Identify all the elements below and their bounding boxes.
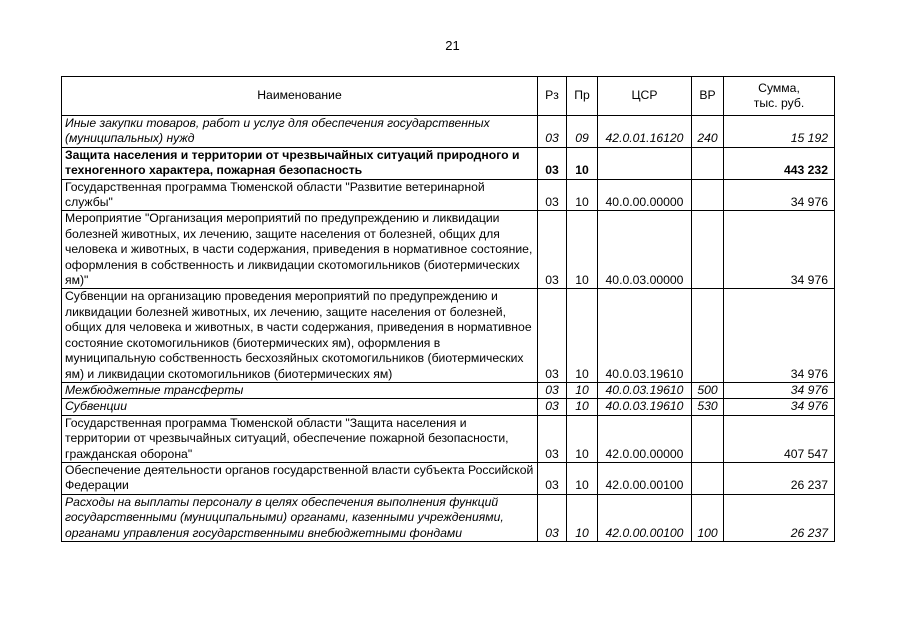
cell-pr: 10 <box>567 211 598 289</box>
header-sum-line2: тыс. руб. <box>753 96 805 110</box>
cell-sum: 15 192 <box>724 116 835 148</box>
cell-pr: 10 <box>567 462 598 494</box>
table-row <box>62 147 835 179</box>
cell-pr: 10 <box>567 399 598 415</box>
cell-sum: 26 237 <box>724 462 835 494</box>
table-row <box>62 179 835 211</box>
table-body <box>62 116 835 542</box>
cell-rz: 03 <box>538 289 567 382</box>
cell-sum: 443 232 <box>724 147 835 179</box>
cell-sum: 34 976 <box>724 179 835 211</box>
cell-name: Обеспечение деятельности органов государственной власти субъекта Российской Федерации <box>62 462 538 494</box>
table-row <box>62 289 835 382</box>
table-row <box>62 211 835 289</box>
table-row <box>62 494 835 541</box>
cell-rz: 03 <box>538 415 567 462</box>
cell-sum: 34 976 <box>724 289 835 382</box>
header-sum <box>724 77 835 116</box>
cell-csr: 42.0.00.00100 <box>598 494 692 541</box>
budget-table <box>61 76 835 542</box>
cell-pr: 10 <box>567 494 598 541</box>
header-csr: ЦСР <box>598 77 692 116</box>
cell-sum: 34 976 <box>724 399 835 415</box>
header-vr: ВР <box>692 77 724 116</box>
cell-pr: 10 <box>567 382 598 398</box>
cell-rz: 03 <box>538 399 567 415</box>
cell-vr <box>692 147 724 179</box>
cell-vr: 500 <box>692 382 724 398</box>
cell-vr <box>692 462 724 494</box>
cell-sum: 34 976 <box>724 211 835 289</box>
cell-csr: 40.0.03.19610 <box>598 289 692 382</box>
cell-csr: 42.0.01.16120 <box>598 116 692 148</box>
cell-name: Субвенции на организацию проведения мероприятий по предупреждению и ликвидации болезней животных, их лечению, защите населения от болезней, общих для человека и животных, в части содержания, приведения в нормативное состояние скотомогильников (биотермических ям), оформления в муниципальную собственность бесхозяйных скотомогильников (биотермических ям) и ликвидации скотомогильников (биотермических ям) <box>62 289 538 382</box>
cell-name: Государственная программа Тюменской области "Развитие ветеринарной службы" <box>62 179 538 211</box>
cell-name: Субвенции <box>62 399 538 415</box>
cell-rz: 03 <box>538 462 567 494</box>
cell-csr: 40.0.03.00000 <box>598 211 692 289</box>
cell-name: Расходы на выплаты персоналу в целях обеспечения выполнения функций государственными (муниципальными) органами, казенными учреждениями, органами управления государственными внебюджетными фондами <box>62 494 538 541</box>
cell-sum: 26 237 <box>724 494 835 541</box>
table-row <box>62 399 835 415</box>
table-row <box>62 415 835 462</box>
cell-pr: 10 <box>567 415 598 462</box>
cell-vr: 100 <box>692 494 724 541</box>
header-rz: Рз <box>538 77 567 116</box>
cell-csr <box>598 147 692 179</box>
cell-sum: 34 976 <box>724 382 835 398</box>
table-row <box>62 382 835 398</box>
cell-vr <box>692 289 724 382</box>
cell-rz: 03 <box>538 116 567 148</box>
cell-vr <box>692 179 724 211</box>
cell-rz: 03 <box>538 382 567 398</box>
table-row <box>62 462 835 494</box>
cell-rz: 03 <box>538 494 567 541</box>
cell-vr <box>692 211 724 289</box>
header-sum-line1: Сумма, <box>758 80 800 95</box>
header-name: Наименование <box>62 77 538 116</box>
cell-rz: 03 <box>538 147 567 179</box>
cell-name: Государственная программа Тюменской области "Защита населения и территории от чрезвычайных ситуаций, обеспечение пожарной безопасности, гражданская оборона" <box>62 415 538 462</box>
cell-sum: 407 547 <box>724 415 835 462</box>
cell-pr: 09 <box>567 116 598 148</box>
cell-name: Иные закупки товаров, работ и услуг для обеспечения государственных (муниципальных) нужд <box>62 116 538 148</box>
cell-name: Межбюджетные трансферты <box>62 382 538 398</box>
cell-csr: 40.0.03.19610 <box>598 399 692 415</box>
cell-csr: 42.0.00.00000 <box>598 415 692 462</box>
cell-name: Защита населения и территории от чрезвычайных ситуаций природного и техногенного характера, пожарная безопасность <box>62 147 538 179</box>
table-header-row <box>62 77 835 116</box>
cell-name: Мероприятие "Организация мероприятий по предупреждению и ликвидации болезней животных, их лечению, защите населения от болезней, общих для человека и животных, в части содержания, приведения в нормативное состояние, оформления в собственность и ликвидации скотомогильников (биотермических ям)" <box>62 211 538 289</box>
page-number: 21 <box>445 38 460 53</box>
cell-rz: 03 <box>538 211 567 289</box>
cell-rz: 03 <box>538 179 567 211</box>
table-row <box>62 116 835 148</box>
cell-pr: 10 <box>567 289 598 382</box>
cell-pr: 10 <box>567 179 598 211</box>
cell-vr: 240 <box>692 116 724 148</box>
cell-csr: 42.0.00.00100 <box>598 462 692 494</box>
cell-pr: 10 <box>567 147 598 179</box>
cell-vr <box>692 415 724 462</box>
cell-csr: 40.0.03.19610 <box>598 382 692 398</box>
header-pr: Пр <box>567 77 598 116</box>
cell-csr: 40.0.00.00000 <box>598 179 692 211</box>
cell-vr: 530 <box>692 399 724 415</box>
